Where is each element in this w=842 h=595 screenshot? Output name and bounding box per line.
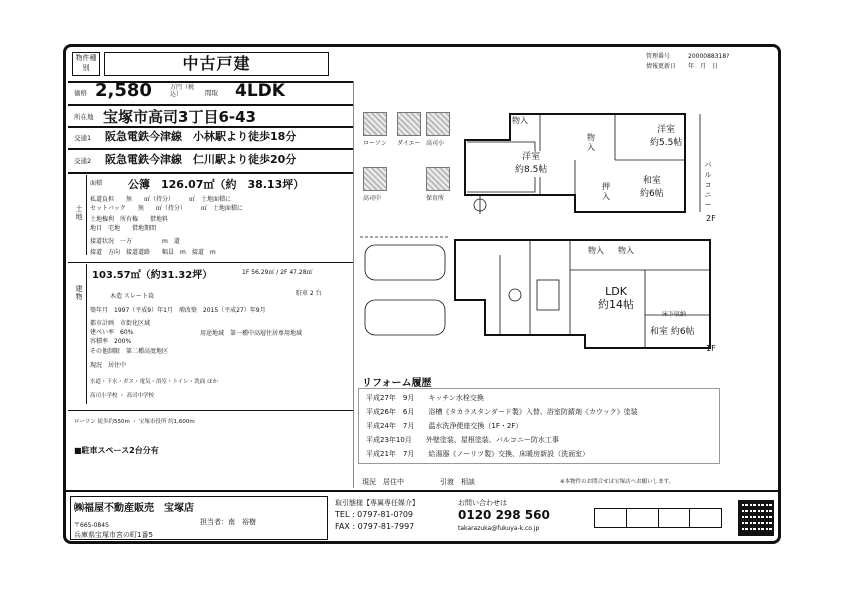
school: 高司小学校 ・ 高司中学校 [90, 393, 154, 399]
room-label: 床下収納 [662, 311, 687, 318]
reg-no-label: 管理番号 [646, 53, 671, 60]
land-row: 地目 宅地 借地期間 [90, 225, 157, 232]
reform-item: 平成27年 9月 キッチン水栓交換 [366, 394, 484, 402]
zoning-key: 現況 [90, 362, 103, 369]
tel: TEL : 0797-81-0?09 [335, 510, 414, 519]
room-label: 和室 約6帖 [640, 176, 664, 199]
land-row: 私道負担 無 ㎡（持分） ㎡ 土地面積に [90, 196, 232, 203]
price-value: 2,580 [95, 80, 152, 101]
building-floors: 1F 56.29㎡ / 2F 47.28㎡ [242, 269, 313, 276]
building-structure: 木造 スレート葺 [110, 293, 154, 300]
transport-1-value: 阪急電鉄今津線 小林駅より徒歩18分 [105, 130, 297, 143]
divider [68, 172, 353, 174]
zoning-row [90, 348, 168, 356]
zoning-key: 都市計画 [90, 320, 115, 327]
date-value: 年 月 日 [688, 63, 719, 70]
photo-caption: ダイエー [397, 140, 421, 147]
divider [353, 81, 354, 488]
company-address: 兵庫県宝塚市宮の町1番5 [74, 531, 153, 539]
zoning-row [200, 330, 302, 338]
status-label: 現況 [362, 478, 376, 486]
freedial[interactable]: 0120 298 560 [458, 508, 550, 522]
land-row: 土地権利 所有権 借地料 [90, 216, 169, 223]
photo-caption: 高司小 [426, 140, 445, 147]
room-label: 洋室 約8.5帖 [515, 152, 548, 175]
company-post: 〒665-0845 [74, 522, 109, 529]
zoning-key: 用途地域 [200, 330, 225, 337]
room-label: 押入 [602, 182, 610, 201]
transaction-kind: 取引態様【専属専任媒介】 [335, 499, 419, 507]
room-label: 物入 [588, 246, 604, 255]
address-label: 所在地 [74, 113, 94, 121]
building-area: 103.57㎡（約31.32坪） [92, 270, 213, 281]
zoning-val: 市街化区域 [120, 320, 151, 327]
zoning-key: 建ぺい率 [90, 329, 115, 336]
page-title: 中古戸建 [104, 52, 329, 76]
notice: ※本物件のお問合せは宝塚店へお願いします。 [560, 479, 675, 485]
email[interactable]: takarazuka@fukuya-k.co.jp [458, 525, 540, 532]
transport-2-label: 交通2 [74, 157, 92, 165]
reform-item: 平成24年 7月 温水洗浄便座交換（1F・2F） [366, 422, 523, 430]
room-label: LDK 約14帖 [598, 285, 634, 311]
divider [68, 262, 353, 263]
registration-info [646, 52, 774, 74]
handover-value: 相談 [461, 478, 475, 486]
staff-label: 担当者 [200, 518, 221, 526]
bath-icon [537, 280, 559, 310]
room-label: 物入 [587, 133, 595, 152]
price-unit: 万円（税込） [170, 84, 195, 98]
divider [68, 410, 353, 411]
building-section-label: 建物 [75, 285, 83, 301]
zoning-val: 200% [114, 338, 132, 345]
fax: FAX : 0797-81-7997 [335, 522, 415, 531]
address-value: 宝塚市高司3丁目6-43 [103, 108, 256, 126]
zoning-row [90, 320, 150, 328]
floor-label-1f: 1F [706, 344, 716, 353]
handover [440, 478, 475, 486]
room-label: 物入 [618, 246, 634, 255]
compass [474, 196, 486, 214]
zoning-row [90, 338, 131, 346]
land-row: 接道状況 一方 m 道 [90, 238, 180, 245]
divider [68, 148, 353, 150]
stamp-box [594, 508, 627, 528]
photo-caption: 高司中 [363, 195, 382, 202]
room-label: 洋室 約5.5帖 [650, 125, 683, 148]
staff: 担当者：南 裕樹 [200, 518, 256, 526]
stamp-box [690, 508, 722, 528]
zoning-key: その他制限 [90, 348, 121, 355]
property-type-label: 物件種別 [72, 52, 100, 76]
reform-title: リフォーム履歴 [362, 378, 432, 389]
zoning-val: 第二種高度地区 [126, 348, 169, 355]
date-label: 情報更新日 [646, 63, 677, 70]
photo-caption: 保育所 [426, 195, 445, 202]
building-parking: 駐車 2 台 [296, 290, 322, 297]
status [362, 478, 404, 486]
stamp-boxes [594, 508, 722, 528]
layout-label: 間取 [205, 89, 218, 97]
free-label: お問い合わせは [458, 499, 507, 507]
land-row: セットバック 無 ㎡（持分） ㎡ 土地面積に [90, 205, 243, 212]
divider [66, 490, 778, 492]
staff-name: 南 裕樹 [228, 518, 256, 526]
photo-caption: ローソン [363, 140, 387, 147]
zoning-val: 第一種中高層住居専用地域 [230, 330, 303, 337]
qr-code-icon[interactable] [738, 500, 774, 536]
land-row: 接道 方向 接道道路 幅員 m 接道 m [90, 249, 216, 256]
zoning-row [90, 362, 126, 370]
car-icon [365, 300, 445, 335]
shops: ローソン 徒歩約550m ・ 宝塚市役所 約1,600m [74, 419, 195, 425]
land-section-label: 土地 [75, 205, 83, 221]
room-label: バルコニー [704, 161, 712, 209]
toilet-icon [509, 289, 521, 301]
company-name: ㈱福屋不動産販売 宝塚店 [74, 503, 194, 514]
building-built: 築年月 1997（平成9）年1月 増改築 2015（平成27）年9月 [90, 307, 266, 314]
reg-no: 2000088318? [688, 53, 730, 60]
layout-value: 4LDK [235, 81, 285, 101]
floor-label-2f: 2F [706, 214, 716, 223]
stamp-box [627, 508, 659, 528]
transport-2-value: 阪急電鉄今津線 仁川駅より徒歩20分 [105, 153, 297, 166]
room-label: 物入 [512, 116, 528, 125]
reform-item: 平成23年10月 外壁塗装、屋根塗装、バルコニー防水工事 [366, 436, 559, 444]
parking [360, 237, 450, 335]
stamp-box [659, 508, 691, 528]
divider [86, 175, 87, 255]
divider [86, 264, 87, 404]
zoning-row [90, 329, 133, 337]
reform-item: 平成21年 7月 給湯器《ノーリツ製》交換、床暖房新設（洗面室） [366, 450, 590, 458]
room-label: 和室 約6帖 [650, 327, 695, 337]
land-area-label: 面積 [90, 180, 103, 187]
car-icon [365, 245, 445, 280]
facilities: 水道・下水・ガス・電気・浴室・トイレ・洗面 ほか [90, 379, 218, 385]
status-value: 居住中 [383, 478, 404, 486]
land-area-value: 公簿 126.07㎡（約 38.13坪） [128, 178, 305, 191]
parking-note: ■駐車スペース2台分有 [74, 446, 159, 455]
handover-label: 引渡 [440, 478, 454, 486]
price-label: 価格 [74, 89, 87, 97]
reform-item: 平成26年 6月 浴槽《タカラスタンダード製》入替、浴室防錆剤《カウック》塗装 [366, 408, 638, 416]
zoning-val: 60% [120, 329, 134, 336]
transport-1-label: 交通1 [74, 134, 92, 142]
zoning-val: 居住中 [108, 362, 127, 369]
zoning-key: 容積率 [90, 338, 109, 345]
